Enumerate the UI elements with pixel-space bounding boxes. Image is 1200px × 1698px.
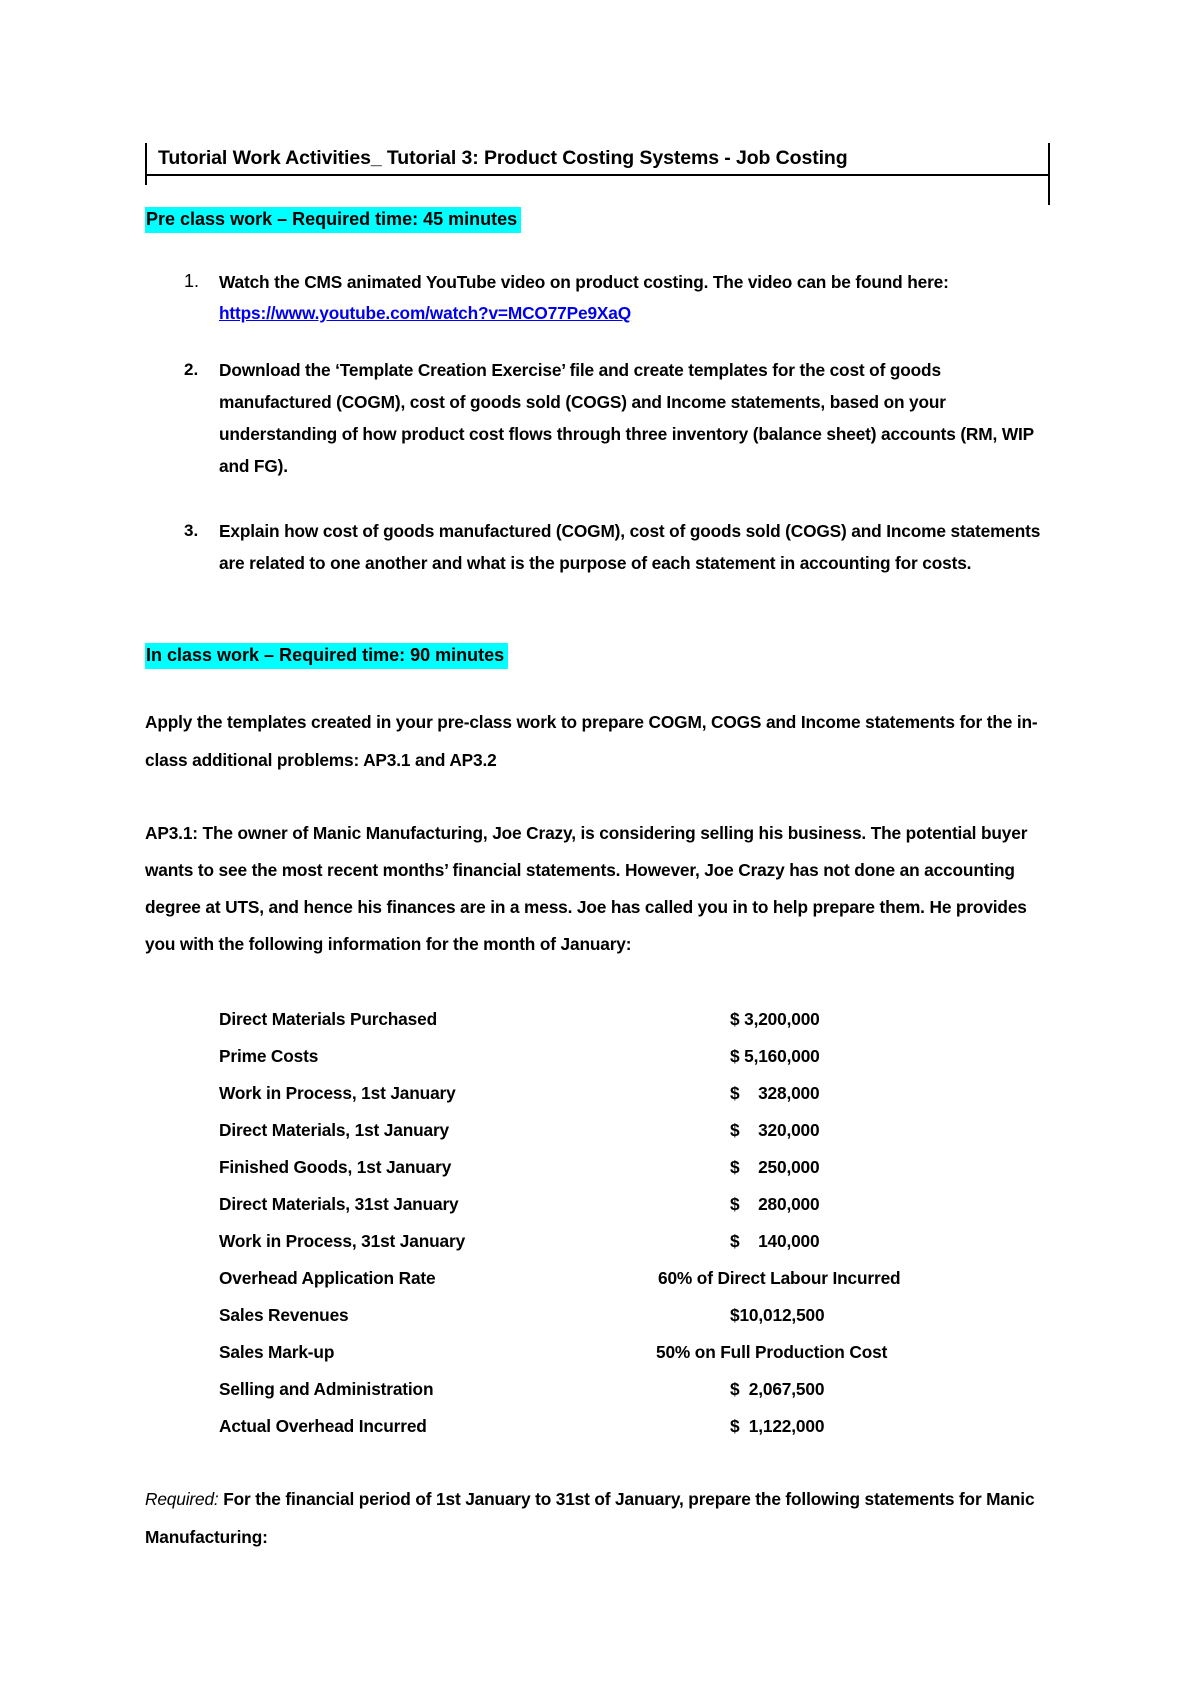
required-text: For the financial period of 1st January to 31st of January, prepare the following statements for Manic bbox=[218, 1489, 1035, 1509]
table-row-label: Direct Materials, 31st January bbox=[219, 1194, 459, 1214]
in-class-heading: In class work – Required time: 90 minutes bbox=[145, 643, 508, 669]
item-2-line-3: understanding of how product cost flows through three inventory (balance sheet) accounts (RM, WIP bbox=[219, 424, 1035, 444]
table-row-label: Prime Costs bbox=[219, 1046, 319, 1066]
table-row-label: Direct Materials Purchased bbox=[219, 1009, 437, 1029]
ap31-line-2: wants to see the most recent months’ financial statements. However, Joe Crazy has not done an accounting bbox=[145, 860, 1015, 880]
table-row-label: Selling and Administration bbox=[219, 1379, 434, 1399]
title-box-left-border bbox=[145, 143, 147, 185]
table-row-value: $10,012,500 bbox=[730, 1305, 825, 1325]
ap31-line-3: degree at UTS, and hence his finances are in a mess. Joe has called you in to help prepare them. He provides bbox=[145, 897, 1027, 917]
item-2-line-2: manufactured (COGM), cost of goods sold (COGS) and Income statements, based on your bbox=[219, 392, 946, 412]
required-line-2: Manufacturing: bbox=[145, 1527, 268, 1547]
item-1-text: Watch the CMS animated YouTube video on product costing. The video can be found here: bbox=[219, 272, 949, 292]
required-label: Required: bbox=[145, 1489, 219, 1509]
item-3-line-2: are related to one another and what is the purpose of each statement in accounting for costs. bbox=[219, 553, 972, 573]
ap31-line-4: you with the following information for the month of January: bbox=[145, 934, 632, 954]
table-row-value: $ 250,000 bbox=[730, 1157, 820, 1177]
list-number-3: 3. bbox=[184, 521, 199, 540]
table-row-value: $ 140,000 bbox=[730, 1231, 820, 1251]
table-row-value: $ 5,160,000 bbox=[730, 1046, 820, 1066]
table-row-label: Work in Process, 1st January bbox=[219, 1083, 456, 1103]
table-row-value: $ 1,122,000 bbox=[730, 1416, 825, 1436]
title-box-underline bbox=[145, 174, 1050, 176]
table-row-label: Finished Goods, 1st January bbox=[219, 1157, 452, 1177]
youtube-link[interactable]: https://www.youtube.com/watch?v=MCO77Pe9XaQ bbox=[219, 303, 632, 323]
list-number-2: 2. bbox=[184, 360, 199, 379]
title-box bbox=[145, 143, 1050, 205]
table-row-value: 60% of Direct Labour Incurred bbox=[658, 1268, 901, 1288]
apply-paragraph-line-2: class additional problems: AP3.1 and AP3.2 bbox=[145, 750, 497, 770]
pre-class-heading: Pre class work – Required time: 45 minutes bbox=[145, 207, 521, 233]
apply-paragraph-line-1: Apply the templates created in your pre-class work to prepare COGM, COGS and Income statements for the in- bbox=[145, 712, 1038, 732]
item-3-line-1: Explain how cost of goods manufactured (COGM), cost of goods sold (COGS) and Income statements bbox=[219, 521, 1041, 541]
ap31-line-1: AP3.1: The owner of Manic Manufacturing, Joe Crazy, is considering selling his business. The potential buyer bbox=[145, 823, 1028, 843]
table-row-label: Sales Revenues bbox=[219, 1305, 349, 1325]
table-row-label: Work in Process, 31st January bbox=[219, 1231, 466, 1251]
table-row-value: $ 328,000 bbox=[730, 1083, 820, 1103]
item-2-line-1: Download the ‘Template Creation Exercise’ file and create templates for the cost of goods bbox=[219, 360, 941, 380]
table-row-value: 50% on Full Production Cost bbox=[656, 1342, 888, 1362]
table-row-value: $ 3,200,000 bbox=[730, 1009, 820, 1029]
table-row-label: Actual Overhead Incurred bbox=[219, 1416, 427, 1436]
list-number-1: 1. bbox=[184, 271, 200, 291]
table-row-label: Sales Mark-up bbox=[219, 1342, 335, 1362]
table-row-value: $ 320,000 bbox=[730, 1120, 820, 1140]
table-row-label: Overhead Application Rate bbox=[219, 1268, 436, 1288]
item-2-line-4: and FG). bbox=[219, 456, 288, 476]
table-row-value: $ 280,000 bbox=[730, 1194, 820, 1214]
table-row-value: $ 2,067,500 bbox=[730, 1379, 825, 1399]
page-title: Tutorial Work Activities_ Tutorial 3: Product Costing Systems - Job Costing bbox=[158, 147, 848, 169]
required-line-1 bbox=[145, 1489, 1034, 1510]
table-row-label: Direct Materials, 1st January bbox=[219, 1120, 450, 1140]
